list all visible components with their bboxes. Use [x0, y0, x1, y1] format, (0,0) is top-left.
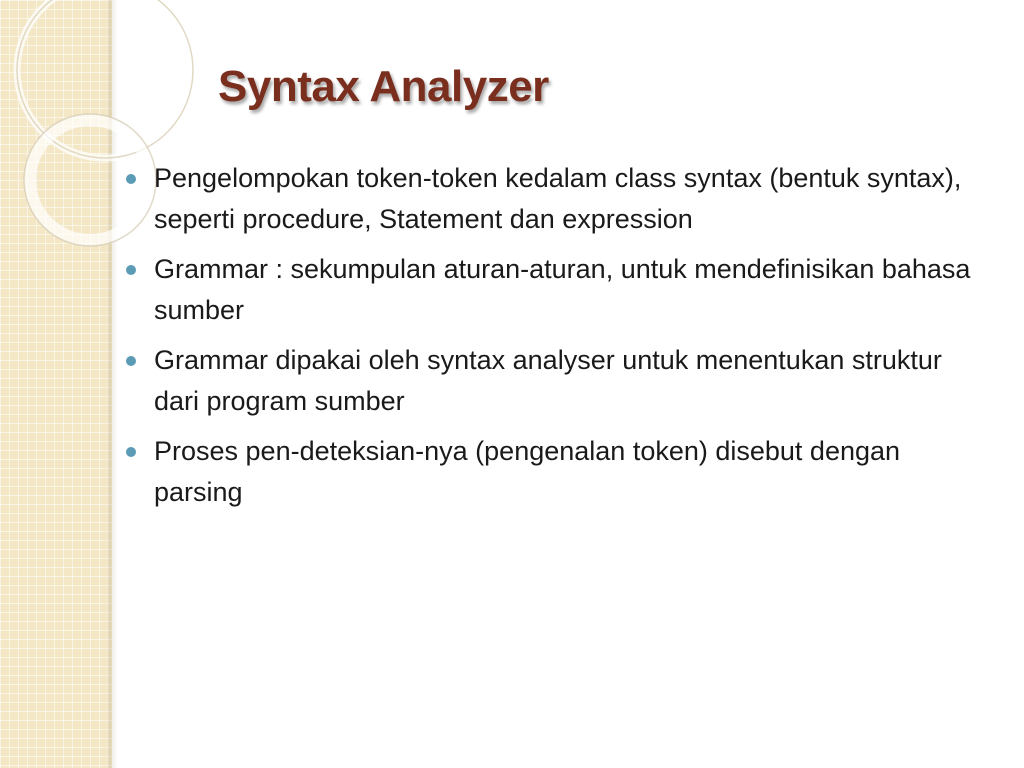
bullet-item — [122, 249, 982, 331]
bullet-item — [122, 340, 982, 422]
bullet-text: Pengelompokan token-token kedalam class syntax (bentuk syntax), seperti procedure, Statement dan expression — [154, 163, 962, 234]
bullet-item — [122, 158, 982, 240]
bullet-dot-icon — [126, 447, 136, 457]
bullet-text: Proses pen-deteksian-nya (pengenalan token) disebut dengan parsing — [154, 436, 901, 507]
bullet-text: Grammar dipakai oleh syntax analyser untuk menentukan struktur dari program sumber — [154, 345, 942, 416]
bullet-dot-icon — [126, 265, 136, 275]
bullet-dot-icon — [126, 356, 136, 366]
bullet-item — [122, 431, 982, 513]
slide-title: Syntax Analyzer — [218, 62, 549, 111]
bullet-text: Grammar : sekumpulan aturan-aturan, untuk mendefinisikan bahasa sumber — [154, 254, 971, 325]
bullet-list — [122, 158, 982, 522]
bullet-dot-icon — [126, 174, 136, 184]
